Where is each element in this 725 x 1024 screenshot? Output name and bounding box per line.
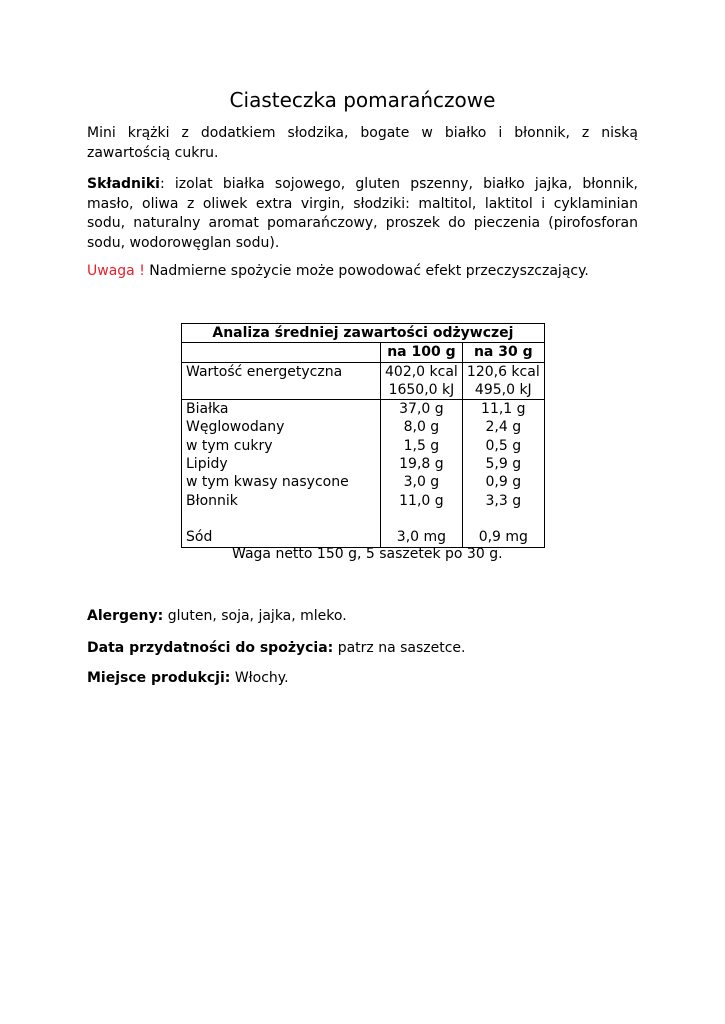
nutrition-table [181,323,545,548]
empty-header-cell [182,343,381,362]
table-column-header-row [182,343,545,362]
ingredients-label: Składniki [87,176,160,192]
nutrient-value-100g: 37,0 g [399,401,444,418]
nutrient-value-100g: 3,0 g [403,474,440,491]
energy-row [182,362,545,400]
origin-paragraph [87,669,289,689]
column-header-30g: na 30 g [462,343,544,362]
nutrient-30g-cell [462,400,544,547]
warning-label: Uwaga ! [87,263,145,279]
salt-value-30g: 0,9 mg [478,529,528,546]
expiry-text: patrz na saszetce. [333,640,466,656]
nutrient-label: w tym kwasy nasycone [186,474,349,491]
nutrient-value-30g: 3,3 g [485,492,522,509]
product-description: Mini krążki z dodatkiem słodzika, bogate w białko i błonnik, z niską zawartością cukru. [87,125,638,161]
expiry-paragraph [87,639,466,659]
nutrient-value-30g: 0,5 g [485,437,522,454]
nutrient-label: w tym cukry [186,437,273,454]
warning-text: Nadmierne spożycie może powodować efekt przeczyszczający. [144,263,589,279]
nutrient-label: Lipidy [186,456,228,473]
nutrient-label: Białka [186,401,229,418]
allergens-text: gluten, soja, jajka, mleko. [163,608,347,624]
energy-kcal-100g: 402,0 kcal [385,363,458,380]
energy-kj-30g: 495,0 kJ [474,381,532,398]
nutrient-value-100g: 19,8 g [399,456,444,473]
nutrition-heading: Analiza średniej zawartości odżywczej [182,324,545,343]
origin-label: Miejsce produkcji: [87,670,231,686]
nutrient-value-30g: 5,9 g [485,456,522,473]
energy-30g-cell [462,362,544,400]
net-weight-caption: Waga netto 150 g, 5 saszetek po 30 g. [232,546,503,562]
origin-text: Włochy. [230,670,289,686]
salt-value-100g: 3,0 mg [396,529,447,546]
nutrient-value-30g: 11,1 g [481,401,526,418]
nutrient-labels-cell [182,400,381,547]
nutrient-value-100g: 1,5 g [403,437,440,454]
energy-kcal-30g: 120,6 kcal [466,363,540,380]
column-header-100g: na 100 g [381,343,463,362]
nutrient-value-100g: 8,0 g [403,419,440,436]
energy-label: Wartość energetyczna [182,362,381,400]
allergens-paragraph [87,607,347,627]
nutrient-value-30g: 2,4 g [485,419,522,436]
nutrient-value-100g: 11,0 g [399,492,444,509]
spacer [385,510,458,528]
energy-100g-cell [381,362,463,400]
salt-label: Sód [186,529,213,546]
allergens-label: Alergeny: [87,608,164,624]
spacer [467,510,540,528]
nutrient-100g-cell [381,400,463,547]
nutrients-row [182,400,545,547]
nutrient-value-30g: 0,9 g [485,474,522,491]
page-title: Ciasteczka pomarańczowe [229,88,496,112]
nutrient-label: Błonnik [186,492,238,509]
spacer [186,510,376,528]
nutrient-label: Węglowodany [186,419,285,436]
ingredients-paragraph [87,175,638,253]
energy-kj-100g: 1650,0 kJ [388,381,455,398]
ingredients-text: : izolat białka sojowego, gluten pszenny, białko jajka, błonnik, masło, oliwa z oliwek extra virgin, słodziki: maltitol, laktitol i cyklaminian sodu, naturalny aromat pomarańczowy, proszek do pieczenia (pirofosforan sodu, wodorowęglan sodu). [87,176,638,251]
expiry-label: Data przydatności do spożycia: [87,640,334,656]
table-heading-row [182,324,545,343]
warning-paragraph [87,262,638,282]
